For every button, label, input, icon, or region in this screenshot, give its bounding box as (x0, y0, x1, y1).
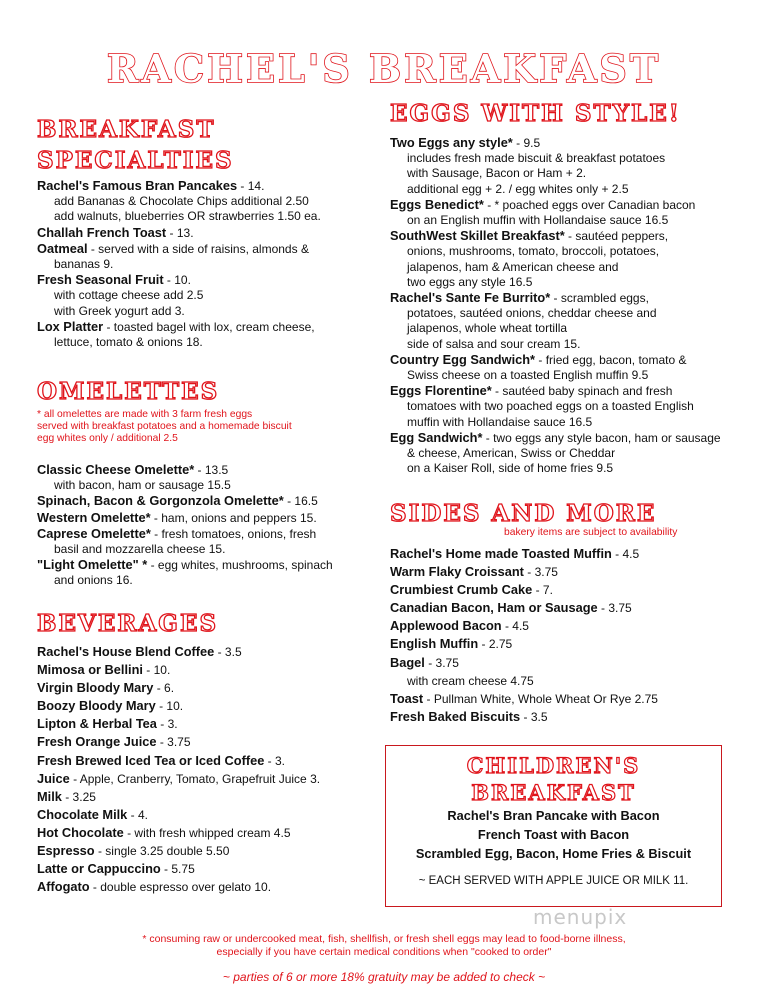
menu-item-detail: includes fresh made biscuit & breakfast potatoes (407, 151, 666, 166)
menu-title: RACHEL'S BREAKFAST (106, 46, 662, 91)
menu-item (37, 860, 377, 878)
menu-item-detail: with cottage cheese add 2.5 (54, 288, 204, 303)
menu-item-name: "Light Omelette" * (37, 557, 148, 573)
menu-item-detail: & cheese, American, Swiss or Cheddar (407, 446, 616, 461)
beverages-heading: BEVERAGES (37, 610, 219, 637)
menu-item-name: Juice (37, 770, 70, 786)
menu-item (390, 654, 730, 672)
menu-item-description: - ham, onions and peppers 15. (150, 510, 317, 525)
menu-item-detail: additional egg + 2. / egg whites only + 2.5 (407, 181, 629, 196)
menu-item-description: - fried egg, bacon, tomato & (535, 352, 687, 367)
children-heading-line2: BREAKFAST (471, 780, 636, 805)
menu-item (37, 752, 377, 770)
menu-item (37, 225, 367, 241)
menu-item-detail: with Greek yogurt add 3. (54, 303, 185, 318)
menu-item-description: - 3.75 (424, 655, 459, 670)
menu-item-name: Fresh Brewed Iced Tea or Iced Coffee (37, 752, 265, 768)
menu-item (37, 493, 377, 509)
menu-item (390, 690, 730, 708)
menu-item-name: Eggs Benedict* (390, 196, 484, 212)
sides-heading: SIDES AND MORE (390, 500, 657, 527)
menu-item-name: Hot Chocolate (37, 824, 124, 840)
menu-item-name: English Muffin (390, 636, 479, 652)
menu-item-description: - 4.5 (611, 547, 640, 561)
gratuity-note: ~ parties of 6 or more 18% gratuity may be added to check ~ (222, 970, 546, 984)
menu-item-description: - two eggs any style bacon, ham or sausage (482, 430, 721, 445)
menu-item-detail: tomatoes with two poached eggs on a toasted English (407, 399, 694, 414)
menu-item-name: Two Eggs any style* (390, 135, 513, 150)
menu-item-detail: jalapenos, whole wheat tortilla (407, 321, 568, 336)
menu-item (37, 824, 377, 842)
menu-item-description: - double espresso over gelato 10. (89, 880, 272, 895)
menu-item-detail: two eggs any style 16.5 (407, 274, 533, 289)
menu-item-detail: add Bananas & Chocolate Chips additional 2.50 (54, 194, 309, 209)
beverages-list (37, 643, 377, 896)
menu-item-description: - 3.25 (61, 789, 96, 804)
menu-item-name: Challah French Toast (37, 224, 167, 240)
menu-item-description: - scrambled eggs, (550, 291, 649, 306)
menu-item (37, 788, 377, 806)
menu-item (390, 228, 730, 244)
specialties-list (37, 178, 367, 350)
menu-item (390, 352, 730, 368)
sides-list (390, 545, 730, 726)
menu-item-name: Western Omelette* (37, 509, 151, 525)
menu-item-name: Rachel's Sante Fe Burrito* (390, 290, 551, 306)
menu-item-detail: on an English muffin with Hollandaise sauce 16.5 (407, 213, 669, 228)
menu-item-description: - 16.5 (283, 494, 318, 509)
menu-item (37, 526, 377, 542)
menu-item-description: - 5.75 (160, 862, 195, 877)
menu-item-detail: bananas 9. (54, 257, 114, 272)
menu-item (390, 197, 730, 213)
menu-item-name: Crumbiest Crumb Cake (390, 582, 533, 598)
menu-item-name: Latte or Cappuccino (37, 861, 161, 877)
menu-item-name: Mimosa or Bellini (37, 662, 143, 678)
children-item-3: Scrambled Egg, Bacon, Home Fries & Biscuit (415, 846, 692, 861)
menu-item (390, 383, 730, 399)
menu-item (390, 545, 730, 563)
menu-item-detail: with Sausage, Bacon or Ham + 2. (407, 166, 587, 181)
menu-item (37, 241, 367, 257)
menu-item-description: - * poached eggs over Canadian bacon (483, 197, 696, 212)
menu-item-name: Canadian Bacon, Ham or Sausage (390, 600, 598, 616)
menu-item-name: SouthWest Skillet Breakfast* (390, 228, 565, 244)
menu-item-name: Bagel (390, 654, 425, 670)
menu-item-detail: add walnuts, blueberries OR strawberries 1.50 ea. (54, 209, 321, 224)
menu-item (37, 319, 367, 335)
menu-item-description: - 13.5 (194, 463, 229, 477)
menu-item-description: - Apple, Cranberry, Tomato, Grapefruit Juice 3. (69, 771, 321, 786)
health-warning-line2: especially if you have certain medical conditions when "cooked to order" (216, 946, 552, 958)
menu-item-name: Chocolate Milk (37, 806, 128, 822)
menu-item (37, 643, 377, 661)
health-warning-line1: * consuming raw or undercooked meat, fish, shellfish, or fresh shell eggs may lead to food-borne illness, (142, 933, 626, 945)
menu-item-detail: lettuce, tomato & onions 18. (54, 335, 203, 350)
menu-item-name: Boozy Bloody Mary (37, 698, 156, 714)
menu-item-description: - 3.75 (597, 601, 632, 616)
eggs-heading: EGGS WITH STYLE! (390, 100, 681, 127)
menu-item-name: Classic Cheese Omelette* (37, 462, 195, 477)
omelettes-note-1: * all omelettes are made with 3 farm fresh eggs (37, 409, 253, 420)
menu-item-description: - 3. (264, 753, 286, 768)
menu-item-name: Fresh Orange Juice (37, 734, 157, 750)
menu-item-name: Oatmeal (37, 240, 88, 256)
menu-item-description: - toasted bagel with lox, cream cheese, (103, 319, 315, 334)
menu-item-description: - sautéed peppers, (564, 229, 669, 244)
menu-item-name: Fresh Seasonal Fruit (37, 272, 164, 288)
menu-item-detail: onions, mushrooms, tomato, broccoli, potatoes, (407, 244, 660, 259)
menu-item-detail: with cream cheese 4.75 (407, 673, 534, 688)
omelettes-note-3: egg whites only / additional 2.5 (37, 433, 178, 444)
menu-item-name: Lox Platter (37, 318, 104, 334)
menu-item-name: Eggs Florentine* (390, 383, 492, 399)
specialties-heading-line2: SPECIALTIES (37, 147, 234, 174)
menu-item-description: - 3. (156, 717, 178, 732)
children-footnote: ~ EACH SERVED WITH APPLE JUICE OR MILK 11. (418, 875, 689, 887)
omelettes-notes (37, 409, 377, 445)
menu-item (37, 272, 367, 288)
menu-item-description: - egg whites, mushrooms, spinach (147, 558, 333, 573)
menu-item-detail: side of salsa and sour cream 15. (407, 336, 581, 351)
menu-item-description: - 10. (163, 273, 191, 288)
menu-item-name: Warm Flaky Croissant (390, 564, 524, 580)
menu-item-description: - 4. (127, 807, 148, 822)
menu-item-description: - 9.5 (512, 136, 541, 150)
menu-item (390, 617, 730, 635)
menu-item (37, 661, 377, 679)
menu-item-detail: potatoes, sautéed onions, cheddar cheese and (407, 306, 657, 321)
menu-item-name: Espresso (37, 843, 95, 859)
menu-item-detail: with bacon, ham or sausage 15.5 (54, 478, 231, 493)
specialties-heading-line1: BREAKFAST (37, 116, 216, 143)
menu-item (390, 430, 730, 446)
menu-item-description: - 10. (142, 663, 171, 678)
menu-item-description: - 7. (532, 583, 553, 598)
sides-note: bakery items are subject to availability (504, 527, 678, 538)
menu-item (37, 806, 377, 824)
menu-item (390, 563, 730, 581)
menu-item (390, 635, 730, 653)
menu-item (390, 290, 730, 306)
children-breakfast-box (385, 745, 722, 907)
menu-item-description: - 3.75 (156, 735, 191, 750)
menu-item-name: Applewood Bacon (390, 618, 502, 634)
menu-item-description: - with fresh whipped cream 4.5 (123, 825, 291, 840)
menu-item-description: - 2.75 (478, 637, 513, 652)
menu-item-description: - 3.5 (520, 709, 548, 724)
specialties-heading (37, 114, 234, 176)
menu-item (37, 510, 377, 526)
menu-item (37, 462, 377, 478)
menu-item-name: Fresh Baked Biscuits (390, 708, 521, 724)
menu-item-detail: and onions 16. (54, 573, 133, 588)
watermark-logo: menupix (533, 905, 628, 929)
menu-item-description: - fresh tomatoes, onions, fresh (150, 526, 317, 541)
menu-item-description: - Pullman White, Whole Wheat Or Rye 2.75 (423, 691, 658, 706)
menu-item-detail: basil and mozzarella cheese 15. (54, 542, 226, 557)
children-heading-line1: CHILDREN'S (466, 753, 641, 778)
menu-item-name: Milk (37, 788, 62, 804)
menu-item (390, 135, 730, 151)
menu-item-name: Rachel's Home made Toasted Muffin (390, 546, 612, 561)
menu-item-name: Affogato (37, 879, 90, 895)
children-item-1: Rachel's Bran Pancake with Bacon (447, 808, 660, 823)
menu-item (37, 770, 377, 788)
children-item-2: French Toast with Bacon (477, 827, 630, 842)
menu-item (37, 697, 377, 715)
menu-item-description: - 3.5 (214, 645, 242, 659)
menu-item-detail: muffin with Hollandaise sauce 16.5 (407, 414, 593, 429)
omelettes-list (37, 462, 377, 589)
menu-item-description: - sautéed baby spinach and fresh (491, 384, 673, 399)
menu-item (37, 878, 377, 896)
menu-item (37, 733, 377, 751)
menu-item-description: - 6. (153, 681, 175, 696)
menu-item-name: Egg Sandwich* (390, 429, 483, 445)
menu-item-description: - served with a side of raisins, almonds & (87, 241, 309, 256)
menu-item-name: Virgin Bloody Mary (37, 680, 154, 696)
eggs-list (390, 135, 730, 476)
menu-item (37, 715, 377, 733)
menu-item (37, 679, 377, 697)
menu-item-name: Rachel's House Blend Coffee (37, 644, 215, 659)
menu-item (37, 178, 367, 194)
menu-item (390, 708, 730, 726)
menu-item-name: Rachel's Famous Bran Pancakes (37, 178, 238, 193)
menu-item-detail: jalapenos, ham & American cheese and (407, 259, 619, 274)
menu-item-description: - 4.5 (501, 619, 529, 634)
menu-item (390, 599, 730, 617)
menu-item-description: - 14. (237, 179, 265, 193)
menu-item-name: Caprese Omelette* (37, 525, 151, 541)
children-heading (386, 752, 721, 806)
omelettes-note-2: served with breakfast potatoes and a homemade biscuit (37, 421, 292, 432)
menu-item-name: Toast (390, 690, 424, 706)
menu-item-name: Spinach, Bacon & Gorgonzola Omelette* (37, 493, 284, 509)
menu-item-description: - 13. (166, 225, 194, 240)
menu-item-description: - 3.75 (523, 565, 558, 580)
menu-item-description: - 10. (155, 699, 184, 714)
omelettes-heading: OMELETTES (37, 378, 220, 405)
menu-item-description: - single 3.25 double 5.50 (94, 844, 230, 859)
health-warning (0, 933, 768, 959)
menu-item-detail: on a Kaiser Roll, side of home fries 9.5 (407, 461, 614, 476)
menu-item (390, 581, 730, 599)
menu-item-detail: Swiss cheese on a toasted English muffin 9.5 (407, 368, 649, 383)
menu-item (37, 842, 377, 860)
menu-item-name: Country Egg Sandwich* (390, 351, 536, 367)
menu-item (37, 557, 377, 573)
menu-item-name: Lipton & Herbal Tea (37, 716, 157, 732)
